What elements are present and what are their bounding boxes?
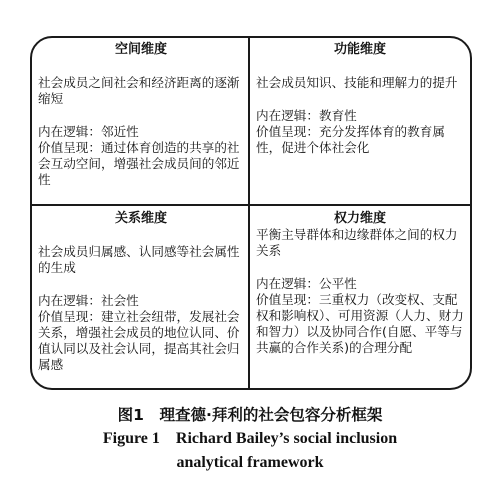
horizontal-divider [30,204,472,206]
spatial-dimension-value: 价值呈现：通过体育创造的共享的社会互动空间，增强社会成员间的邻近性 [38,140,240,187]
spatial-dimension-cell [38,42,244,188]
spatial-dimension-desc: 社会成员之间社会和经济距离的逐渐缩短 [38,75,240,106]
spatial-dimension-title: 空间维度 [114,42,167,57]
power-dimension-logic: 内在逻辑：公平性 [256,276,357,291]
vertical-divider [248,36,250,390]
functional-dimension-desc: 社会成员知识、技能和理解力的提升 [256,75,458,90]
power-dimension-desc: 平衡主导群体和边缘群体之间的权力关系 [256,227,458,258]
figure-caption-english-line2: analytical framework [176,454,324,471]
functional-dimension-value: 价值呈现：充分发挥体育的教育属性，促进个体社会化 [256,124,445,155]
spatial-dimension-logic: 内在逻辑：邻近性 [38,124,139,139]
functional-dimension-cell [256,42,464,156]
figure-caption-english [0,427,500,475]
functional-dimension-logic: 内在逻辑：教育性 [256,108,357,123]
power-dimension-title: 权力维度 [333,211,386,226]
power-dimension-value: 价值呈现：三重权力（改变权、支配权和影响权）、可用资源（人力、财力和智力）以及协同合作(自愿、平等与共赢的合作关系)的合理分配 [256,292,464,355]
relational-dimension-title: 关系维度 [114,211,167,226]
relational-dimension-logic: 内在逻辑：社会性 [38,293,139,308]
relational-dimension-desc: 社会成员归属感、认同感等社会属性的生成 [38,244,240,275]
functional-dimension-title: 功能维度 [333,42,386,57]
power-dimension-cell [256,211,464,356]
figure-caption-english-line1: Figure 1 Richard Bailey’s social inclusion [102,430,398,447]
relational-dimension-cell [38,211,244,373]
figure-caption-chinese: 图1 理查德·拜利的社会包容分析框架 [117,406,383,424]
relational-dimension-value: 价值呈现：建立社会纽带，发展社会关系，增强社会成员的地位认同、价值认同以及社会认同，提高其社会归属感 [38,309,240,372]
